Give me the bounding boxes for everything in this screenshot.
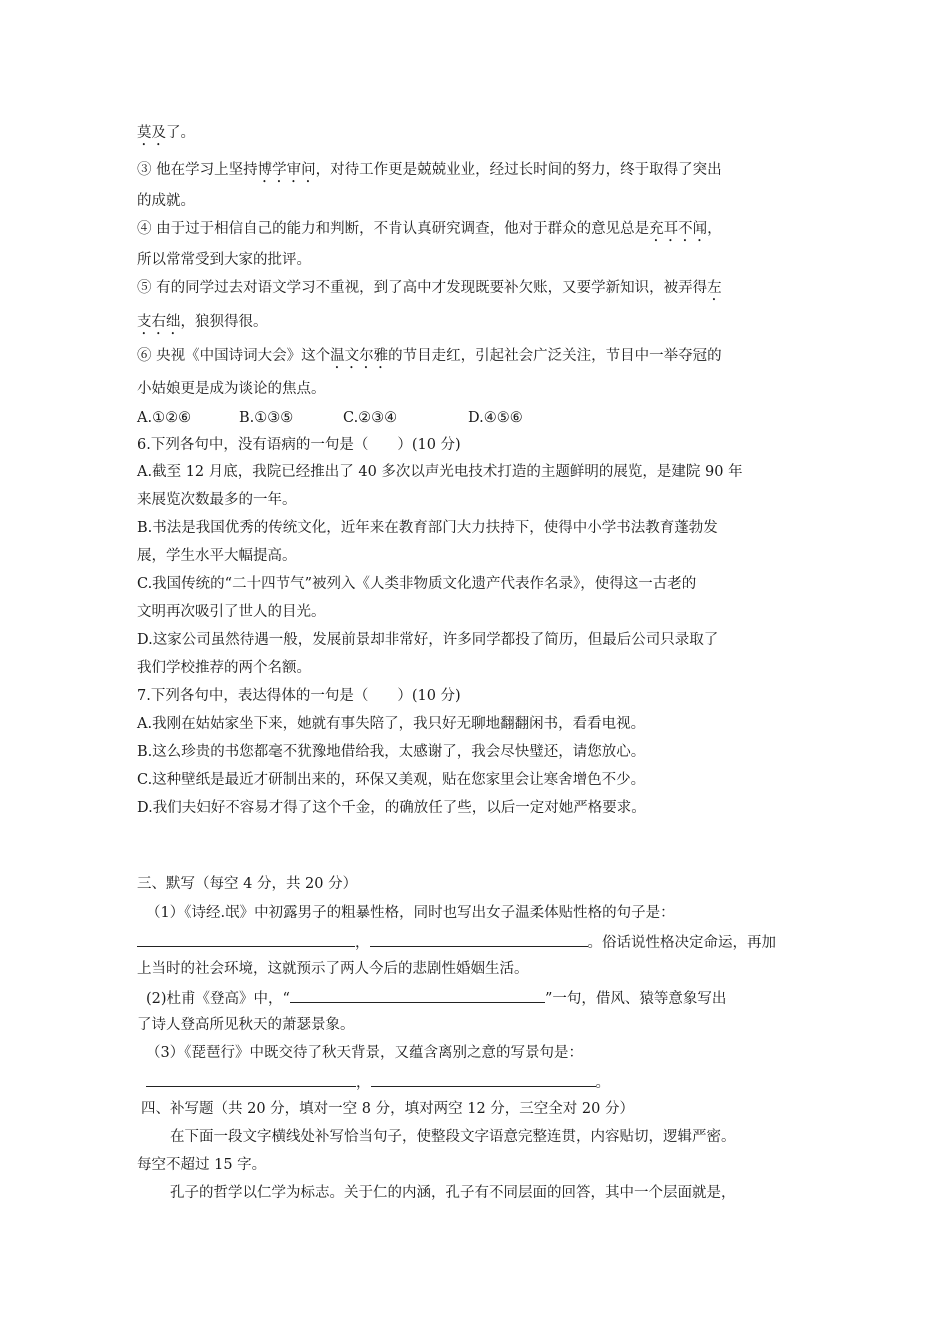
q6-option-b-cont: 展，学生水平大幅提高。 — [137, 548, 297, 564]
q6-option-a: A.截至 12 月底，我院已经推出了 40 多次以声光电技术打造的主题鲜明的展览，是建院 90 年 — [137, 464, 743, 480]
section-3-title: 三、默写（每空 4 分，共 20 分） — [137, 876, 358, 892]
q7-stem: 7.下列各句中，表达得体的一句是（ ）(10 分) — [137, 688, 461, 704]
blank-line[interactable] — [371, 1071, 596, 1087]
blank-line[interactable] — [370, 931, 588, 947]
blank-line[interactable] — [146, 1071, 356, 1087]
choice-b: B.①③⑤ — [239, 410, 294, 426]
emphasized-term: 充耳不闻 — [649, 221, 708, 237]
q6-option-c-cont: 文明再次吸引了世人的目光。 — [137, 604, 326, 620]
q5-option-6: ⑥ 央视《中国诗词大会》这个温文尔雅的节目走红，引起社会广泛关注，节目中一举夺冠的 — [137, 348, 722, 364]
emphasized-term: 博学审问 — [257, 162, 316, 178]
emphasized-term: 温文尔雅 — [330, 348, 389, 364]
q5-option-6-cont: 小姑娘更是成为谈论的焦点。 — [137, 381, 326, 397]
sec3-item-3-blanks: ， 。 — [146, 1071, 610, 1093]
q6-option-b: B.书法是我国优秀的传统文化，近年来在教育部门大力扶持下，使得中小学书法教育蓬勃发 — [137, 520, 718, 536]
q7-option-d: D.我们夫妇好不容易才得了这个千金，的确放任了些，以后一定对她严格要求。 — [137, 800, 646, 816]
q5-option-5-cont: 支右绌，狼狈得很。 — [137, 314, 268, 330]
q5-line-1: 莫及了。 — [137, 125, 195, 141]
q6-option-a-cont: 来展览次数最多的一年。 — [137, 492, 297, 508]
choice-a: A.①②⑥ — [137, 410, 192, 426]
q5-option-3-cont: 的成就。 — [137, 193, 195, 209]
q7-option-a: A.我刚在姑姑家坐下来，她就有事失陪了，我只好无聊地翻翻闲书，看看电视。 — [137, 716, 646, 732]
q6-stem: 6.下列各句中，没有语病的一句是（ ）(10 分) — [137, 437, 461, 453]
emphasized-term: 左 — [707, 280, 722, 296]
blank-line[interactable] — [290, 987, 545, 1003]
sec4-passage: 孔子的哲学以仁学为标志。关于仁的内涵，孔子有不同层面的回答，其中一个层面就是， — [170, 1185, 736, 1201]
sec3-item-2-cont: 了诗人登高所见秋天的萧瑟景象。 — [137, 1017, 355, 1033]
q5-option-4: ④ 由于过于相信自己的能力和判断，不肯认真研究调查，他对于群众的意见总是充耳不闻， — [137, 221, 722, 237]
section-4-title: 四、补写题（共 20 分，填对一空 8 分，填对两空 12 分，三空全对 20 分） — [141, 1101, 634, 1117]
q5-option-5: ⑤ 有的同学过去对语文学习不重视，到了高中才发现既要补欠账，又要学新知识，被弄得左 — [137, 280, 722, 296]
sec3-item-3: （3）《琵琶行》中既交待了秋天背景，又蕴含离别之意的写景句是： — [146, 1045, 583, 1061]
choice-c: C.②③④ — [343, 410, 398, 426]
sec3-item-1-cont: 上当时的社会环境，这就预示了两人今后的悲剧性婚姻生活。 — [137, 961, 529, 977]
q6-option-c: C.我国传统的“二十四节气”被列入《人类非物质文化遗产代表作名录》，使得这一古老的 — [137, 576, 697, 592]
blank-line[interactable] — [137, 931, 355, 947]
q6-option-d-cont: 我们学校推荐的两个名额。 — [137, 660, 311, 676]
choice-d: D.④⑤⑥ — [468, 410, 523, 426]
sec4-instruction: 在下面一段文字横线处补写恰当句子，使整段文字语意完整连贯，内容贴切，逻辑严密。 — [170, 1129, 736, 1145]
q6-option-d: D.这家公司虽然待遇一般，发展前景却非常好，许多同学都投了简历，但最后公司只录取了 — [137, 632, 719, 648]
q7-option-c: C.这种壁纸是最近才研制出来的，环保又美观，贴在您家里会让寒舍增色不少。 — [137, 772, 646, 788]
q7-option-b: B.这么珍贵的书您都毫不犹豫地借给我，太感谢了，我会尽快璧还，请您放心。 — [137, 744, 646, 760]
q5-choices — [137, 408, 523, 428]
sec3-item-1-blanks: ， 。俗话说性格决定命运，再加 — [137, 931, 776, 953]
q5-option-3: ③ 他在学习上坚持博学审问，对待工作更是兢兢业业，经过长时间的努力，终于取得了突出 — [137, 162, 722, 178]
q5-option-4-cont: 所以常常受到大家的批评。 — [137, 252, 311, 268]
emphasized-term: 支右绌 — [137, 314, 181, 330]
sec4-instruction-cont: 每空不超过 15 字。 — [137, 1157, 267, 1173]
emphasized-term: 莫及 — [137, 125, 166, 141]
sec3-item-1: （1）《诗经.氓》中初露男子的粗暴性格，同时也写出女子温柔体贴性格的句子是： — [146, 905, 675, 921]
sec3-item-2: (2)杜甫《登高》中，“ ”一句，借风、猿等意象写出 — [146, 987, 726, 1009]
